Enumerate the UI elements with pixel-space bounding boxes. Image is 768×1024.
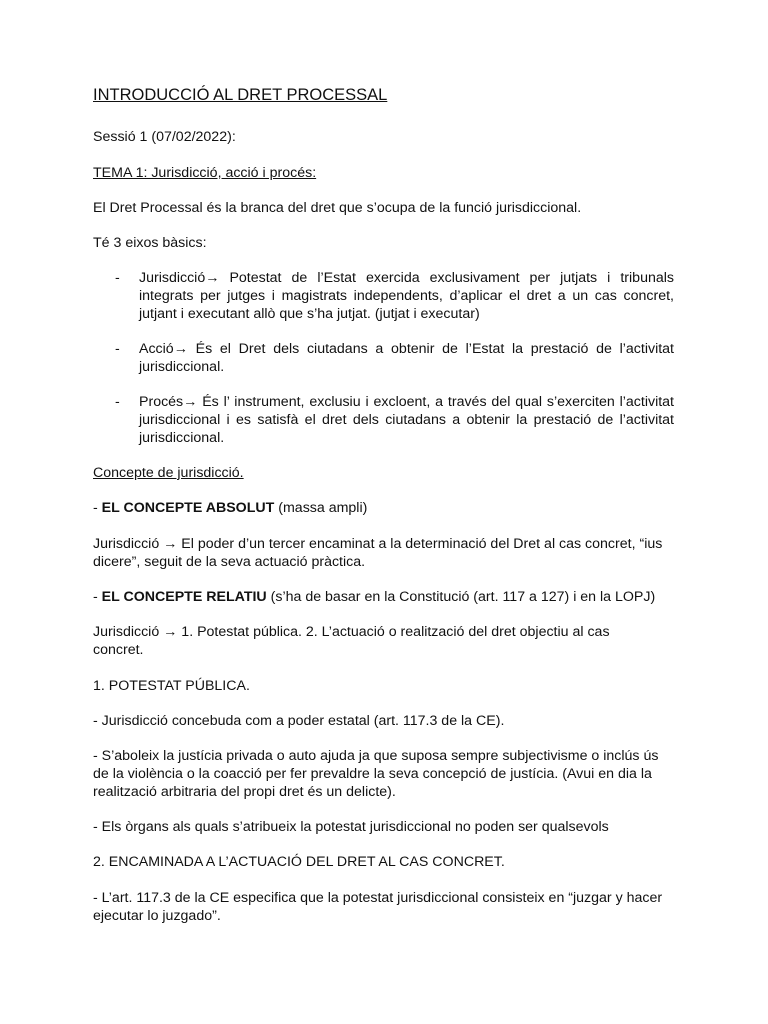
section1-paragraph-3: - Els òrgans als quals s’atribueix la potestat jurisdiccional no poden ser qualsevols (93, 819, 609, 835)
relatiu-note: (s’ha de basar en la Constitució (art. 117 a 127) i en la LOPJ) (266, 589, 656, 605)
tema-heading: TEMA 1: Jurisdicció, acció i procés: (93, 165, 317, 181)
section2-paragraph-1: - L’art. 117.3 de la CE especifica que la potestat jurisdiccional consisteix en “juzgar y hacer ejecutar lo juzgado”. (93, 890, 663, 924)
section1-paragraph-2: - S’aboleix la justícia privada o auto ajuda ja que suposa sempre subjectivisme o inclús ús de la violència o la coacció per fer prevaldre la seva concepció de justícia. (Avui en dia la realització arbitraria del propi dret és un delicte). (93, 748, 659, 800)
concept-heading: Concepte de jurisdicció. (93, 465, 244, 481)
bullet-marker: - (115, 394, 120, 410)
section2-heading: 2. ENCAMINADA A L’ACTUACIÓ DEL DRET AL CAS CONCRET. (93, 854, 505, 870)
absolut-label: EL CONCEPTE ABSOLUT (101, 500, 275, 516)
section1-heading: 1. POTESTAT PÚBLICA. (93, 678, 250, 694)
session-line: Sessió 1 (07/02/2022): (93, 129, 236, 145)
intro-paragraph: El Dret Processal és la branca del dret que s’ocupa de la funció jurisdiccional. (93, 200, 582, 216)
bullet-marker: - (115, 270, 120, 286)
bullet-text: Jurisdicció→ Potestat de l’Estat exercida exclusivament per jutjats i tribunals integrats per jutges i magistrats independents, d’aplicar el dret a un cas concret, jutjant i executant allò que s’ha jutjat. (jutjat i executar) (139, 270, 674, 322)
relatiu-prefix: - (93, 589, 102, 605)
relatiu-definition: Jurisdicció → 1. Potestat pública. 2. L’actuació o realització del dret objectiu al cas concret. (93, 624, 610, 658)
bullet-text: Acció→ És el Dret dels ciutadans a obtenir de l’Estat la prestació de l’activitat jurisdiccional. (139, 341, 674, 375)
concept-relatiu-line (93, 588, 674, 606)
document-title: INTRODUCCIÓ AL DRET PROCESSAL (93, 86, 388, 104)
absolut-note: (massa ampli) (274, 500, 368, 516)
concept-absolut-line (93, 499, 674, 517)
bullet-marker: - (115, 341, 120, 357)
section1-paragraph-1: - Jurisdicció concebuda com a poder estatal (art. 117.3 de la CE). (93, 713, 505, 729)
relatiu-label: EL CONCEPTE RELATIU (101, 589, 267, 605)
absolut-prefix: - (93, 500, 102, 516)
absolut-definition: Jurisdicció → El poder d’un tercer encaminat a la determinació del Dret al cas concret, “ius dicere”, seguit de la seva actuació pràctica. (93, 536, 663, 570)
axes-intro: Té 3 eixos bàsics: (93, 235, 207, 251)
bullet-text: Procés→ És l’ instrument, exclusiu i excloent, a través del qual s’exerciten l’activitat jurisdiccional i es satisfà el dret dels ciutadans a obtenir la prestació de l’activitat jurisdiccional. (139, 394, 674, 446)
